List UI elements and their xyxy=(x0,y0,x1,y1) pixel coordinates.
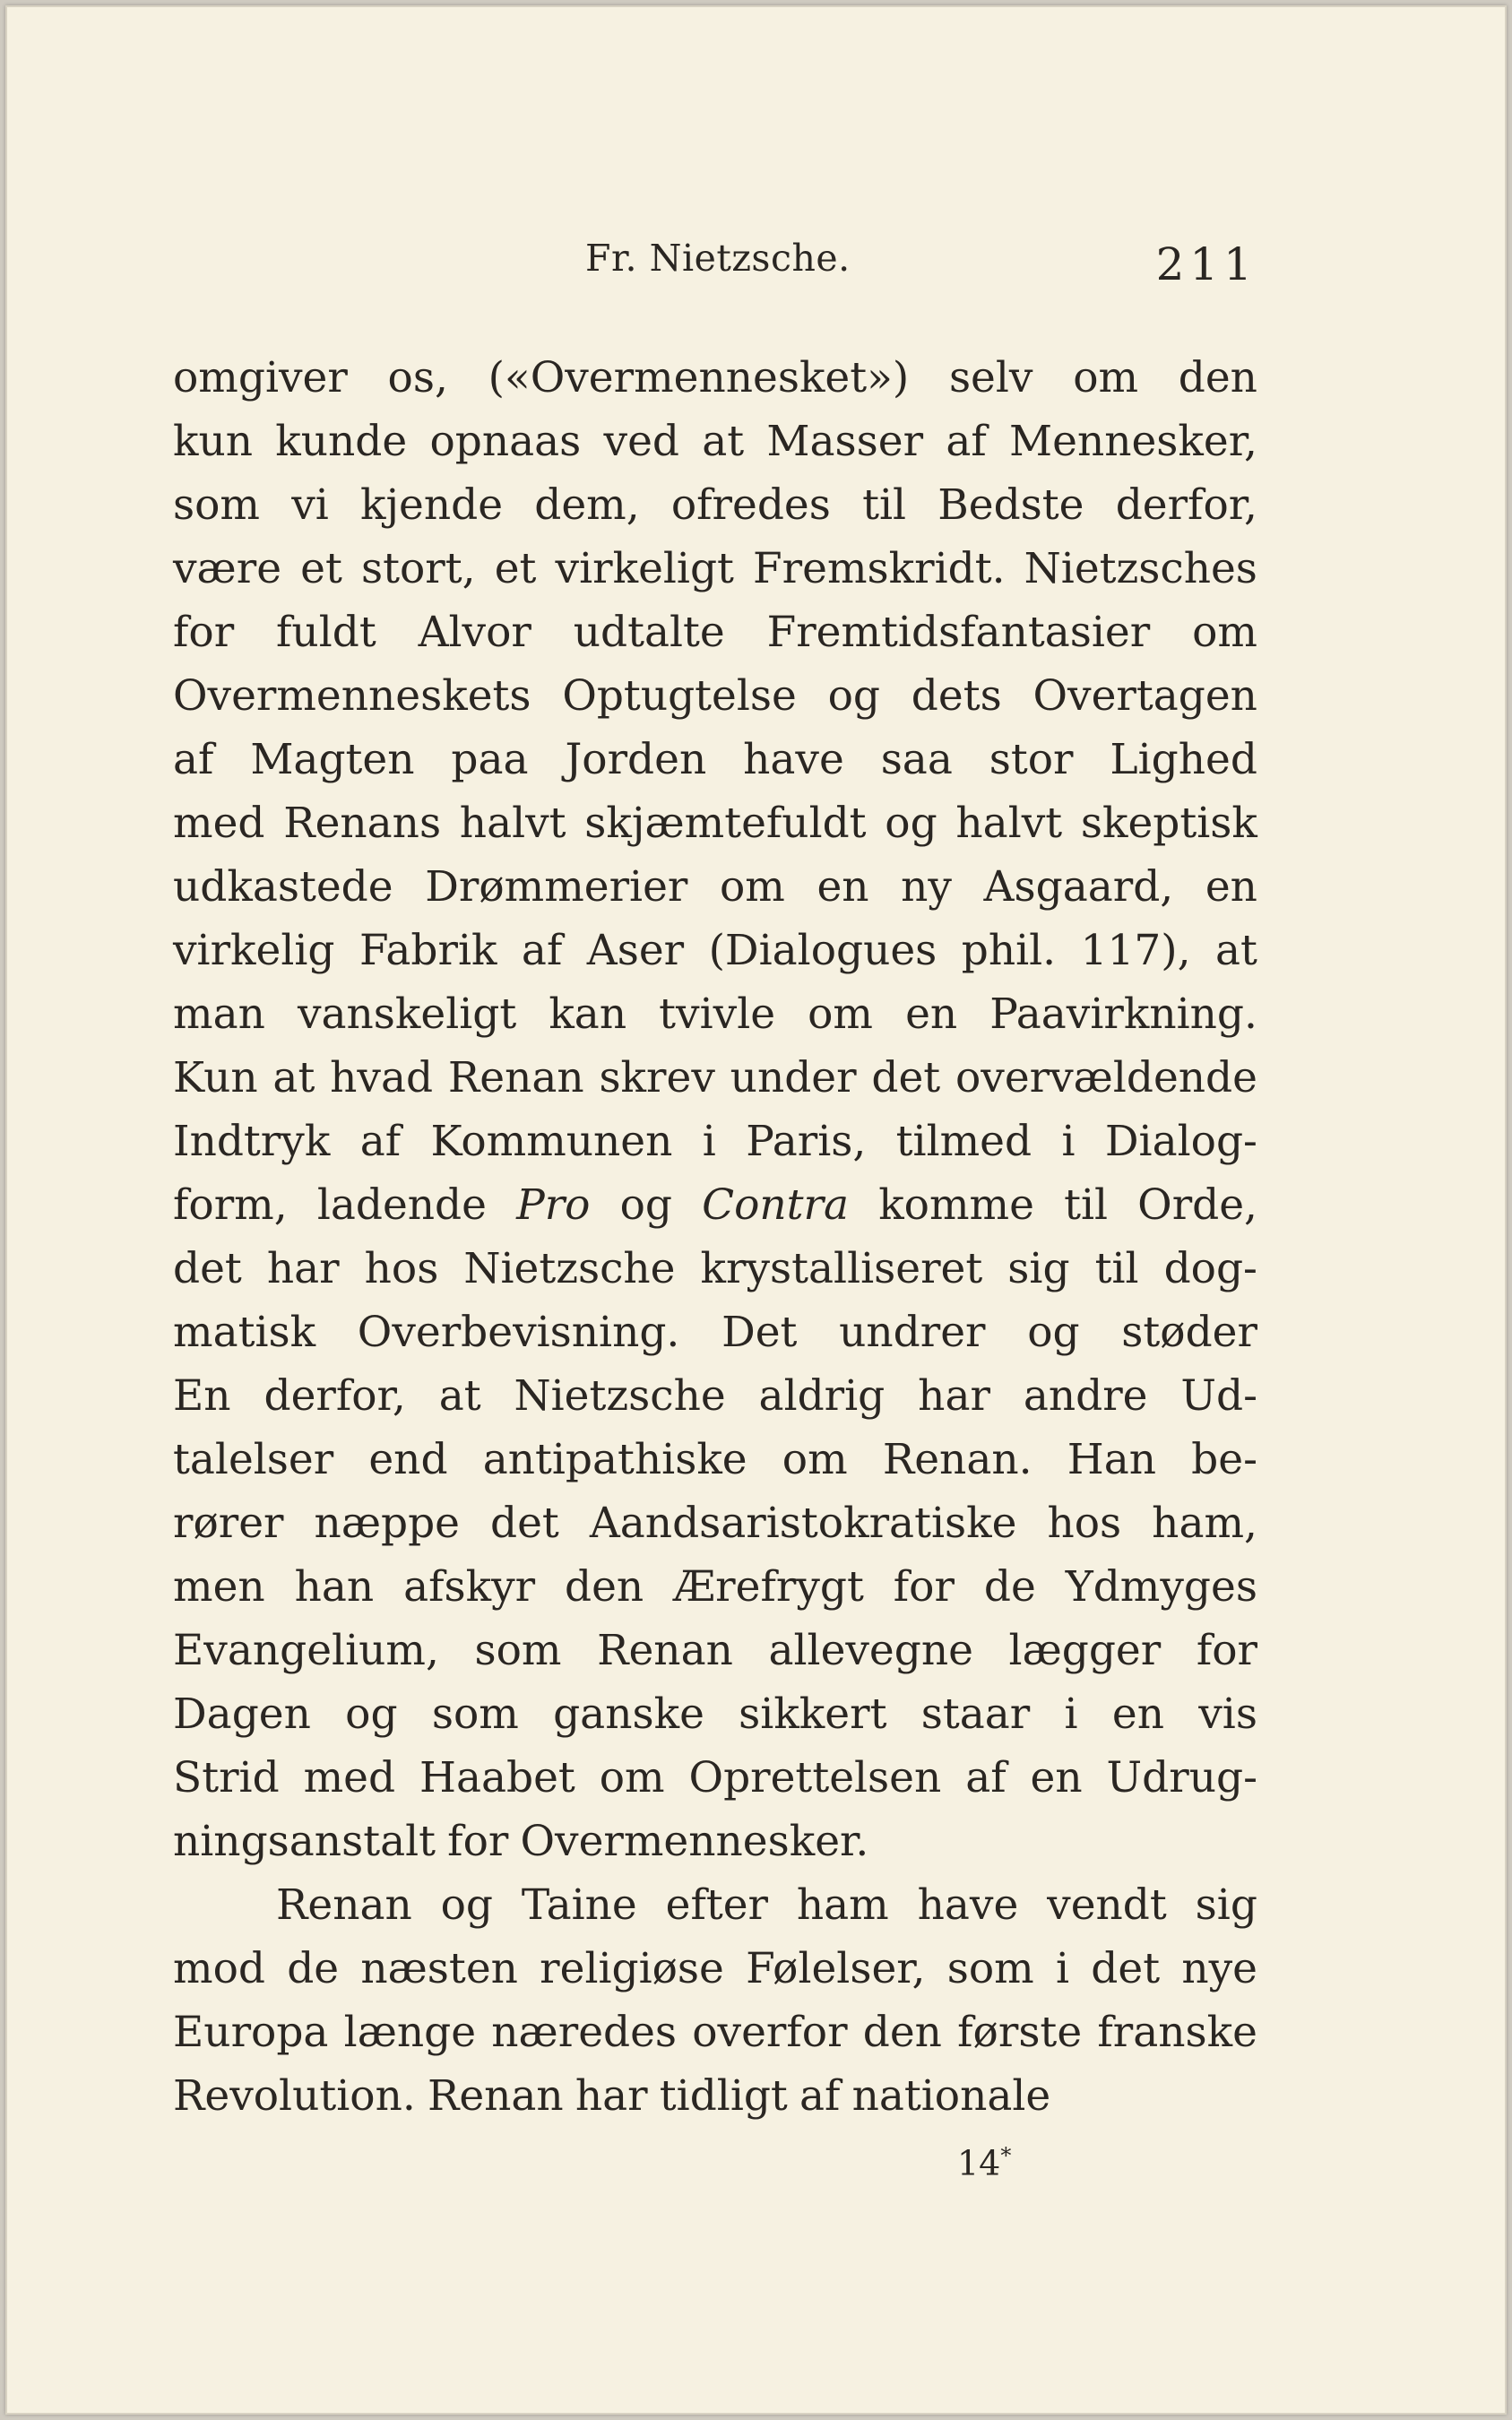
word: («Overmennesket») xyxy=(488,353,910,402)
word: Paavirkning. xyxy=(989,990,1257,1039)
word: sikkert xyxy=(739,1690,887,1739)
word: Paris, xyxy=(746,1117,867,1166)
word: En xyxy=(173,1371,231,1421)
word: den xyxy=(1178,353,1257,402)
word: kjende xyxy=(359,480,504,530)
word: og xyxy=(827,671,881,721)
word: opnaas xyxy=(429,417,582,466)
word: Indtryk xyxy=(173,1117,331,1166)
word: halvt xyxy=(955,799,1063,848)
word: Han xyxy=(1067,1435,1156,1484)
word: ved xyxy=(603,417,679,466)
word: have xyxy=(917,1880,1019,1930)
word: en xyxy=(1205,862,1257,912)
word: Renan. xyxy=(882,1435,1032,1484)
word: skjæmtefuldt xyxy=(584,799,867,848)
word: Udrug- xyxy=(1106,1753,1257,1802)
word: mod xyxy=(173,1944,265,1993)
word: Fabrik xyxy=(359,926,497,975)
word: om xyxy=(719,862,785,912)
word: Overmenneskets xyxy=(173,671,531,721)
word: Taine xyxy=(521,1880,637,1930)
text-line xyxy=(173,1873,1257,1937)
word: nationale xyxy=(851,2071,1051,2121)
word: Jorden xyxy=(565,735,707,784)
word: Nietzsche xyxy=(514,1371,726,1421)
word: Oprettelsen xyxy=(688,1753,942,1802)
word: Strid xyxy=(173,1753,280,1802)
word: dog- xyxy=(1163,1244,1257,1293)
word: Fremskridt. xyxy=(753,544,1006,593)
word: men xyxy=(173,1562,265,1612)
word: Pro xyxy=(516,1180,591,1230)
text-line xyxy=(173,1173,1257,1237)
word: saa xyxy=(880,735,953,784)
word: Fremtidsfantasier xyxy=(766,608,1151,657)
word: nye xyxy=(1181,1944,1257,1993)
word: dets xyxy=(911,671,1002,721)
word: efter xyxy=(665,1880,769,1930)
word: Lighed xyxy=(1110,735,1257,784)
word: Revolution. xyxy=(173,2071,416,2121)
word: ganske xyxy=(553,1690,704,1739)
word: virkelig xyxy=(173,926,335,975)
running-title: Fr. Nietzsche. xyxy=(585,237,851,280)
word: phil. xyxy=(961,926,1057,975)
word: Nietzsches xyxy=(1024,544,1257,593)
word: Masser xyxy=(766,417,924,466)
word: Overtagen xyxy=(1032,671,1257,721)
word: den xyxy=(565,1562,644,1612)
word: om xyxy=(808,990,873,1039)
word: af xyxy=(521,926,563,975)
word: allevegne xyxy=(768,1626,973,1675)
page-number: 211 xyxy=(1155,238,1257,290)
word: af xyxy=(799,2071,841,2121)
text-line xyxy=(173,1619,1257,1682)
word: et xyxy=(494,544,537,593)
word: det xyxy=(1091,1944,1161,1993)
word: i xyxy=(702,1117,716,1166)
word: overvældende xyxy=(955,1053,1257,1102)
word: skrev xyxy=(599,1053,715,1102)
text-line xyxy=(173,1937,1257,2001)
word: Drømmerier xyxy=(425,862,688,912)
word: Renan xyxy=(447,1053,584,1102)
text-line xyxy=(173,919,1257,982)
word: ham xyxy=(796,1880,889,1930)
word: aldrig xyxy=(758,1371,886,1421)
word: andre xyxy=(1023,1371,1148,1421)
word: har xyxy=(918,1371,990,1421)
word: stort, xyxy=(360,544,476,593)
word: paa xyxy=(451,735,529,784)
text-line xyxy=(173,982,1257,1046)
word: om xyxy=(1073,353,1139,402)
word: Nietzsche xyxy=(463,1244,676,1293)
word: hos xyxy=(1047,1499,1122,1548)
word: et xyxy=(300,544,342,593)
text-line xyxy=(173,1810,1257,1873)
word: vendt xyxy=(1047,1880,1167,1930)
text-line xyxy=(173,1046,1257,1110)
word: for xyxy=(173,608,235,657)
word: Kun xyxy=(173,1053,258,1102)
word: Renan xyxy=(597,1626,733,1675)
word: Optugtelse xyxy=(562,671,797,721)
word: af xyxy=(946,417,987,466)
word: have xyxy=(743,735,844,784)
text-line xyxy=(173,346,1257,410)
word: talelser xyxy=(173,1435,334,1484)
word: de xyxy=(287,1944,340,1993)
word: Orde, xyxy=(1137,1180,1257,1230)
word: af xyxy=(359,1117,402,1166)
word: sig xyxy=(1007,1244,1070,1293)
word: sig xyxy=(1195,1880,1257,1930)
word: Ydmyges xyxy=(1065,1562,1257,1612)
signature-mark: 14* xyxy=(957,2143,1012,2183)
word: og xyxy=(440,1880,494,1930)
word: og xyxy=(619,1180,672,1230)
word: tilmed xyxy=(895,1117,1032,1166)
text-line xyxy=(173,1555,1257,1619)
word: at xyxy=(1215,926,1257,975)
word: undrer xyxy=(839,1308,986,1357)
word: overfor xyxy=(692,2008,848,2057)
text-line xyxy=(173,1428,1257,1491)
word: Aandsaristokratiske xyxy=(589,1499,1017,1548)
word: kunde xyxy=(275,417,408,466)
word: Dagen xyxy=(173,1690,311,1739)
word: Contra xyxy=(702,1180,850,1230)
word: vi xyxy=(291,480,329,530)
text-line xyxy=(173,410,1257,473)
word: længe xyxy=(343,2008,477,2057)
running-head xyxy=(173,237,1257,290)
word: i xyxy=(1064,1690,1078,1739)
text-line xyxy=(173,1110,1257,1173)
word: en xyxy=(905,990,958,1039)
word: hvad xyxy=(330,1053,434,1102)
word: ham, xyxy=(1152,1499,1257,1548)
word: og xyxy=(345,1690,398,1739)
word: med xyxy=(303,1753,396,1802)
word: næppe xyxy=(314,1499,460,1548)
word: end xyxy=(368,1435,448,1484)
word: Europa xyxy=(173,2008,329,2057)
word: 117), xyxy=(1080,926,1191,975)
word: en xyxy=(1030,1753,1083,1802)
word: under xyxy=(730,1053,857,1102)
word: ny xyxy=(901,862,952,912)
word: selv xyxy=(948,353,1033,402)
text-line xyxy=(173,537,1257,601)
word: udkastede xyxy=(173,862,393,912)
word: om xyxy=(599,1753,665,1802)
word: han xyxy=(294,1562,375,1612)
word: for xyxy=(1196,1626,1257,1675)
word: den xyxy=(862,2008,942,2057)
word: vanskeligt xyxy=(297,990,517,1039)
word: Kommunen xyxy=(430,1117,673,1166)
text-line xyxy=(173,664,1257,728)
word: Aser xyxy=(586,926,685,975)
word: form, xyxy=(173,1180,288,1230)
word: derfor, xyxy=(1115,480,1257,530)
word: man xyxy=(173,990,265,1039)
word: næredes xyxy=(491,2008,678,2057)
body-text xyxy=(173,346,1257,2128)
word: hos xyxy=(364,1244,439,1293)
word: i xyxy=(1061,1117,1076,1166)
word: om xyxy=(782,1435,848,1484)
word: det xyxy=(490,1499,559,1548)
word: de xyxy=(983,1562,1036,1612)
word: af xyxy=(173,735,214,784)
word: at xyxy=(702,417,745,466)
word: Renans xyxy=(283,799,442,848)
word: komme xyxy=(878,1180,1034,1230)
word: at xyxy=(438,1371,481,1421)
word: tidligt xyxy=(659,2071,788,2121)
word: Mennesker, xyxy=(1009,417,1257,466)
word: Ud- xyxy=(1180,1371,1257,1421)
word: Bedste xyxy=(937,480,1084,530)
text-line xyxy=(173,1301,1257,1364)
word: Følelser, xyxy=(746,1944,926,1993)
word: har xyxy=(575,2071,648,2121)
word: matisk xyxy=(173,1308,316,1357)
word: stor xyxy=(989,735,1074,784)
word: det xyxy=(173,1244,242,1293)
word: skeptisk xyxy=(1080,799,1257,848)
word: virkeligt xyxy=(555,544,734,593)
word: støder xyxy=(1121,1308,1257,1357)
word: Renan xyxy=(427,2071,564,2121)
word: omgiver xyxy=(173,353,348,402)
word: os, xyxy=(387,353,448,402)
word: til xyxy=(1064,1180,1109,1230)
word: Renan xyxy=(276,1880,412,1930)
word: til xyxy=(1094,1244,1139,1293)
word: ningsanstalt xyxy=(173,1817,436,1866)
word: første xyxy=(957,2008,1083,2057)
word: Magten xyxy=(250,735,415,784)
word: halvt xyxy=(459,799,566,848)
word: Overbevisning. xyxy=(357,1308,680,1357)
word: Overmennesker. xyxy=(520,1817,869,1866)
word: antipathiske xyxy=(482,1435,747,1484)
word: Det xyxy=(721,1308,798,1357)
text-line xyxy=(173,1682,1257,1746)
word: være xyxy=(173,544,282,593)
word: som xyxy=(474,1626,562,1675)
word: ofredes xyxy=(670,480,831,530)
word: Alvor xyxy=(418,608,531,657)
word: som xyxy=(173,480,260,530)
word: at xyxy=(272,1053,315,1102)
word: i xyxy=(1056,1944,1070,1993)
word: kun xyxy=(173,417,254,466)
text-line xyxy=(173,1364,1257,1428)
word: det xyxy=(871,1053,941,1102)
word: kan xyxy=(549,990,627,1039)
word: har xyxy=(266,1244,340,1293)
word: og xyxy=(885,799,937,848)
word: Dialog- xyxy=(1104,1117,1257,1166)
word: om xyxy=(1192,608,1257,657)
word: afskyr xyxy=(403,1562,536,1612)
text-line xyxy=(173,2064,1257,2128)
text-line xyxy=(173,601,1257,664)
text-line xyxy=(173,1746,1257,1810)
word: til xyxy=(862,480,907,530)
word: vis xyxy=(1198,1690,1257,1739)
word: for xyxy=(893,1562,955,1612)
word: staar xyxy=(920,1690,1031,1739)
word: med xyxy=(173,799,265,848)
word: Evangelium, xyxy=(173,1626,439,1675)
word: dem, xyxy=(534,480,640,530)
word: fuldt xyxy=(276,608,376,657)
word: Asgaard, xyxy=(983,862,1174,912)
text-line xyxy=(173,855,1257,919)
text-line xyxy=(173,1237,1257,1301)
word: krystalliseret xyxy=(700,1244,983,1293)
word: be- xyxy=(1191,1435,1257,1484)
text-line xyxy=(173,728,1257,791)
word: af xyxy=(965,1753,1007,1802)
text-line xyxy=(173,1491,1257,1555)
word: lægger xyxy=(1008,1626,1162,1675)
book-page xyxy=(5,5,1507,2415)
word: for xyxy=(447,1817,509,1866)
word: franske xyxy=(1097,2008,1257,2057)
word: ladende xyxy=(316,1180,487,1230)
word: udtalte xyxy=(573,608,725,657)
word: religiøse xyxy=(540,1944,724,1993)
word: en xyxy=(816,862,869,912)
word: Haabet xyxy=(419,1753,575,1802)
word: tvivle xyxy=(659,990,776,1039)
text-line xyxy=(173,2001,1257,2064)
text-line xyxy=(173,473,1257,537)
word: Ærefrygt xyxy=(673,1562,864,1612)
word: derfor, xyxy=(264,1371,406,1421)
word: rører xyxy=(173,1499,284,1548)
text-line xyxy=(173,791,1257,855)
word: en xyxy=(1111,1690,1164,1739)
word: og xyxy=(1027,1308,1080,1357)
word: (Dialogues xyxy=(708,926,937,975)
word: som xyxy=(431,1690,519,1739)
word: næsten xyxy=(360,1944,518,1993)
word: som xyxy=(946,1944,1034,1993)
